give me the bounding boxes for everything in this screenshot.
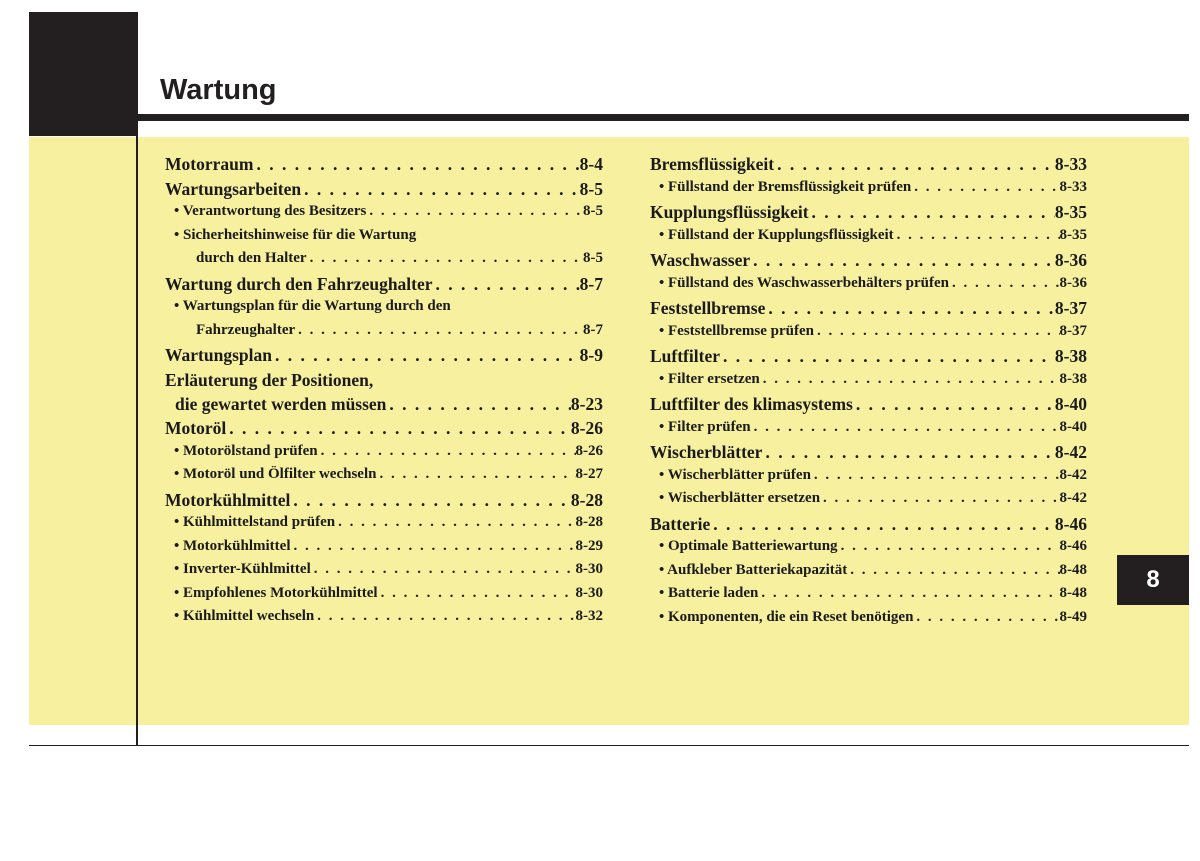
leader-dots [894, 227, 1060, 244]
toc-entry[interactable] [165, 179, 603, 204]
leader-dots [751, 419, 1060, 436]
toc-entry-text: • Kühlmittel wechseln [174, 608, 315, 624]
toc-page-number: 8-36 [1059, 274, 1087, 291]
toc-sub-entry[interactable] [165, 608, 603, 632]
toc-entry-text: die gewartet werden müssen [175, 394, 387, 414]
toc-sub-entry[interactable] [650, 538, 1087, 562]
leader-dots [376, 466, 575, 483]
toc-page-number: 8-5 [583, 250, 603, 266]
toc-entry-text: Bremsflüssigkeit [650, 154, 775, 174]
toc-sub-entry[interactable] [165, 514, 603, 538]
bottom-rule [29, 745, 1189, 746]
toc-sub-entry[interactable] [650, 419, 1087, 443]
toc-entry[interactable] [650, 442, 1087, 467]
toc-entry-text: • Motorkühlmittel [174, 537, 291, 554]
leader-dots [720, 346, 1055, 367]
leader-dots [762, 442, 1054, 463]
toc-entry-text: • Füllstand der Kupplungsflüssigkeit [659, 226, 894, 243]
toc-entry[interactable] [165, 274, 603, 299]
toc-page-number: 8-26 [570, 418, 603, 438]
toc-entry[interactable] [165, 154, 603, 179]
leader-dots [949, 275, 1059, 292]
toc-entry[interactable] [650, 202, 1087, 227]
toc-sub-entry [165, 298, 603, 322]
leader-dots [765, 298, 1055, 319]
toc-entry-text: • Empfohlenes Motorkühlmittel [174, 584, 378, 601]
chapter-tab[interactable]: 8 [1117, 555, 1189, 605]
leader-dots [911, 179, 1059, 196]
toc-sub-entry[interactable] [650, 323, 1087, 347]
toc-page-number: 8-33 [1054, 154, 1087, 174]
leader-dots [809, 202, 1055, 223]
toc-page-number: 8-30 [575, 561, 603, 577]
toc-column-left [165, 154, 603, 632]
leader-dots [760, 371, 1060, 388]
toc-entry-text: Erläuterung der Positionen, [165, 369, 374, 390]
leader-dots [301, 179, 580, 200]
leader-dots [253, 154, 579, 175]
toc-entry-text: Wartungsplan [165, 345, 272, 365]
toc-page-number: 8-32 [575, 608, 603, 624]
leader-dots [774, 154, 1055, 175]
toc-entry[interactable] [650, 250, 1087, 275]
toc-sub-entry[interactable] [165, 322, 603, 346]
toc-entry[interactable] [650, 346, 1087, 371]
page-title: Wartung [160, 74, 277, 106]
toc-entry-text: • Komponenten, die ein Reset benötigen [659, 608, 914, 625]
toc-page-number: 8-26 [575, 442, 603, 459]
toc-page-number: 8-5 [583, 203, 603, 219]
toc-page-number: 8-49 [1059, 608, 1087, 625]
leader-dots [272, 345, 580, 366]
toc-entry-text: • Sicherheitshinweise für die Wartung [174, 226, 417, 243]
toc-entry[interactable] [165, 418, 603, 443]
toc-sub-entry[interactable] [650, 371, 1087, 395]
toc-entry[interactable] [650, 394, 1087, 419]
toc-sub-entry[interactable] [165, 466, 603, 490]
toc-sub-entry[interactable] [650, 467, 1087, 491]
leader-dots [758, 585, 1059, 602]
toc-entry [165, 370, 603, 395]
toc-sub-entry[interactable] [650, 179, 1087, 203]
leader-dots [290, 538, 575, 555]
leader-dots [853, 394, 1055, 415]
toc-page-number: 8-46 [1059, 538, 1087, 554]
toc-page-number: 8-35 [1059, 226, 1087, 243]
leader-dots [838, 538, 1060, 555]
toc-sub-entry[interactable] [650, 585, 1087, 609]
toc-column-right [650, 154, 1087, 632]
toc-page-number: 8-27 [575, 466, 603, 482]
leader-dots [314, 608, 575, 625]
toc-entry-text: • Motorölstand prüfen [174, 442, 318, 459]
toc-entry[interactable] [165, 490, 603, 515]
toc-page-number: 8-42 [1059, 490, 1087, 506]
toc-sub-entry[interactable] [165, 561, 603, 585]
toc-sub-entry[interactable] [650, 490, 1087, 514]
toc-page-number: 8-33 [1059, 178, 1087, 195]
toc-entry-text: • Wischerblätter ersetzen [659, 490, 821, 506]
toc-page-number: 8-48 [1059, 585, 1087, 601]
toc-sub-entry[interactable] [165, 538, 603, 562]
toc-page-number: 8-30 [575, 584, 603, 601]
toc-sub-entry[interactable] [650, 227, 1087, 251]
toc-entry[interactable] [650, 298, 1087, 323]
toc-entry-text: • Verantwortung des Besitzers [174, 203, 367, 219]
toc-entry[interactable] [165, 394, 603, 418]
toc-entry-text: Wartungsarbeiten [165, 178, 302, 199]
toc-entry-text: Motoröl [165, 418, 227, 438]
toc-sub-entry[interactable] [165, 443, 603, 467]
toc-entry-text: Batterie [650, 513, 711, 534]
leader-dots [750, 250, 1055, 271]
toc-entry-text: Wischerblätter [650, 442, 763, 462]
toc-entry-text: • Feststellbremse prüfen [659, 322, 814, 339]
toc-page-number: 8-35 [1054, 202, 1087, 222]
toc-sub-entry[interactable] [650, 609, 1087, 633]
title-rule [137, 114, 1189, 121]
toc-page-number: 8-38 [1059, 370, 1087, 387]
leader-dots [847, 562, 1059, 579]
toc-page-number: 8-28 [570, 489, 603, 510]
leader-dots [307, 250, 583, 267]
leader-dots [366, 203, 583, 220]
toc-entry-text: Kupplungsflüssigkeit [650, 202, 809, 222]
toc-page-number: 8-40 [1059, 418, 1087, 435]
toc-entry-text: • Motoröl und Ölfilter wechseln [174, 466, 377, 482]
vertical-rule [136, 12, 138, 746]
toc-page-number: 8-37 [1054, 298, 1087, 318]
toc-sub-entry[interactable] [165, 203, 603, 227]
leader-dots [386, 394, 571, 415]
toc-sub-entry[interactable] [165, 250, 603, 274]
toc-sub-entry[interactable] [165, 585, 603, 609]
toc-entry-text: • Batterie laden [659, 585, 759, 601]
toc-page-number: 8-28 [575, 514, 603, 530]
toc-entry-text: Motorkühlmittel [165, 489, 291, 510]
toc-page-number: 8-7 [579, 273, 603, 294]
toc-entry-text: Motorraum [165, 154, 254, 174]
leader-dots [820, 490, 1059, 507]
toc-entry[interactable] [165, 345, 603, 370]
toc-entry-text: Fahrzeughalter [196, 321, 296, 338]
toc-page-number: 8-38 [1054, 346, 1087, 366]
toc-page-number: 8-40 [1054, 394, 1087, 414]
leader-dots [913, 609, 1059, 626]
leader-dots [311, 561, 576, 578]
toc-entry-text: • Optimale Batteriewartung [659, 538, 838, 554]
toc-entry-text: Feststellbremse [650, 298, 766, 318]
toc-entry-text: • Kühlmittelstand prüfen [174, 514, 336, 530]
toc-page-number: 8-42 [1054, 442, 1087, 462]
toc-page-number: 8-4 [579, 154, 603, 174]
toc-page-number: 8-5 [579, 178, 603, 199]
toc-page-number: 8-29 [575, 537, 603, 554]
toc-entry[interactable] [650, 154, 1087, 179]
toc-sub-entry[interactable] [650, 275, 1087, 299]
leader-dots [378, 585, 576, 602]
toc-sub-entry[interactable] [650, 562, 1087, 586]
toc-entry-text: • Filter ersetzen [659, 370, 760, 387]
toc-entry-text: • Füllstand des Waschwasserbehälters prüfen [659, 274, 950, 291]
toc-page-number: 8-42 [1059, 466, 1087, 483]
toc-page-number: 8-7 [583, 321, 603, 338]
toc-page-number: 8-23 [570, 394, 603, 414]
toc-page-number: 8-36 [1054, 250, 1087, 270]
leader-dots [814, 323, 1060, 340]
leader-dots [318, 443, 576, 460]
toc-entry-text: • Wartungsplan für die Wartung durch den [174, 298, 451, 314]
leader-dots [811, 467, 1060, 484]
toc-entry-text: Wartung durch den Fahrzeughalter [165, 273, 433, 294]
toc-entry-text: Luftfilter [650, 346, 720, 366]
toc-page-number: 8-37 [1059, 322, 1087, 339]
toc-entry-text: • Filter prüfen [659, 418, 751, 435]
toc-entry-text: durch den Halter [196, 250, 307, 266]
toc-entry-text: • Aufkleber Batteriekapazität [659, 561, 848, 578]
leader-dots [226, 418, 571, 439]
corner-block [29, 12, 137, 136]
toc-entry-text: • Inverter-Kühlmittel [174, 561, 311, 577]
toc-page-number: 8-48 [1059, 561, 1087, 578]
toc-sub-entry [165, 227, 603, 251]
toc-entry-text: Luftfilter des klimasystems [650, 394, 853, 414]
toc-page-number: 8-46 [1054, 513, 1087, 534]
toc-entry[interactable] [650, 514, 1087, 539]
toc-entry-text: • Wischerblätter prüfen [659, 466, 811, 483]
toc-page-number: 8-9 [579, 345, 603, 365]
leader-dots [433, 274, 580, 295]
leader-dots [335, 514, 575, 531]
leader-dots [290, 490, 571, 511]
leader-dots [295, 322, 583, 339]
toc-entry-text: Waschwasser [650, 250, 751, 270]
leader-dots [710, 514, 1055, 535]
toc-entry-text: • Füllstand der Bremsflüssigkeit prüfen [659, 178, 912, 195]
